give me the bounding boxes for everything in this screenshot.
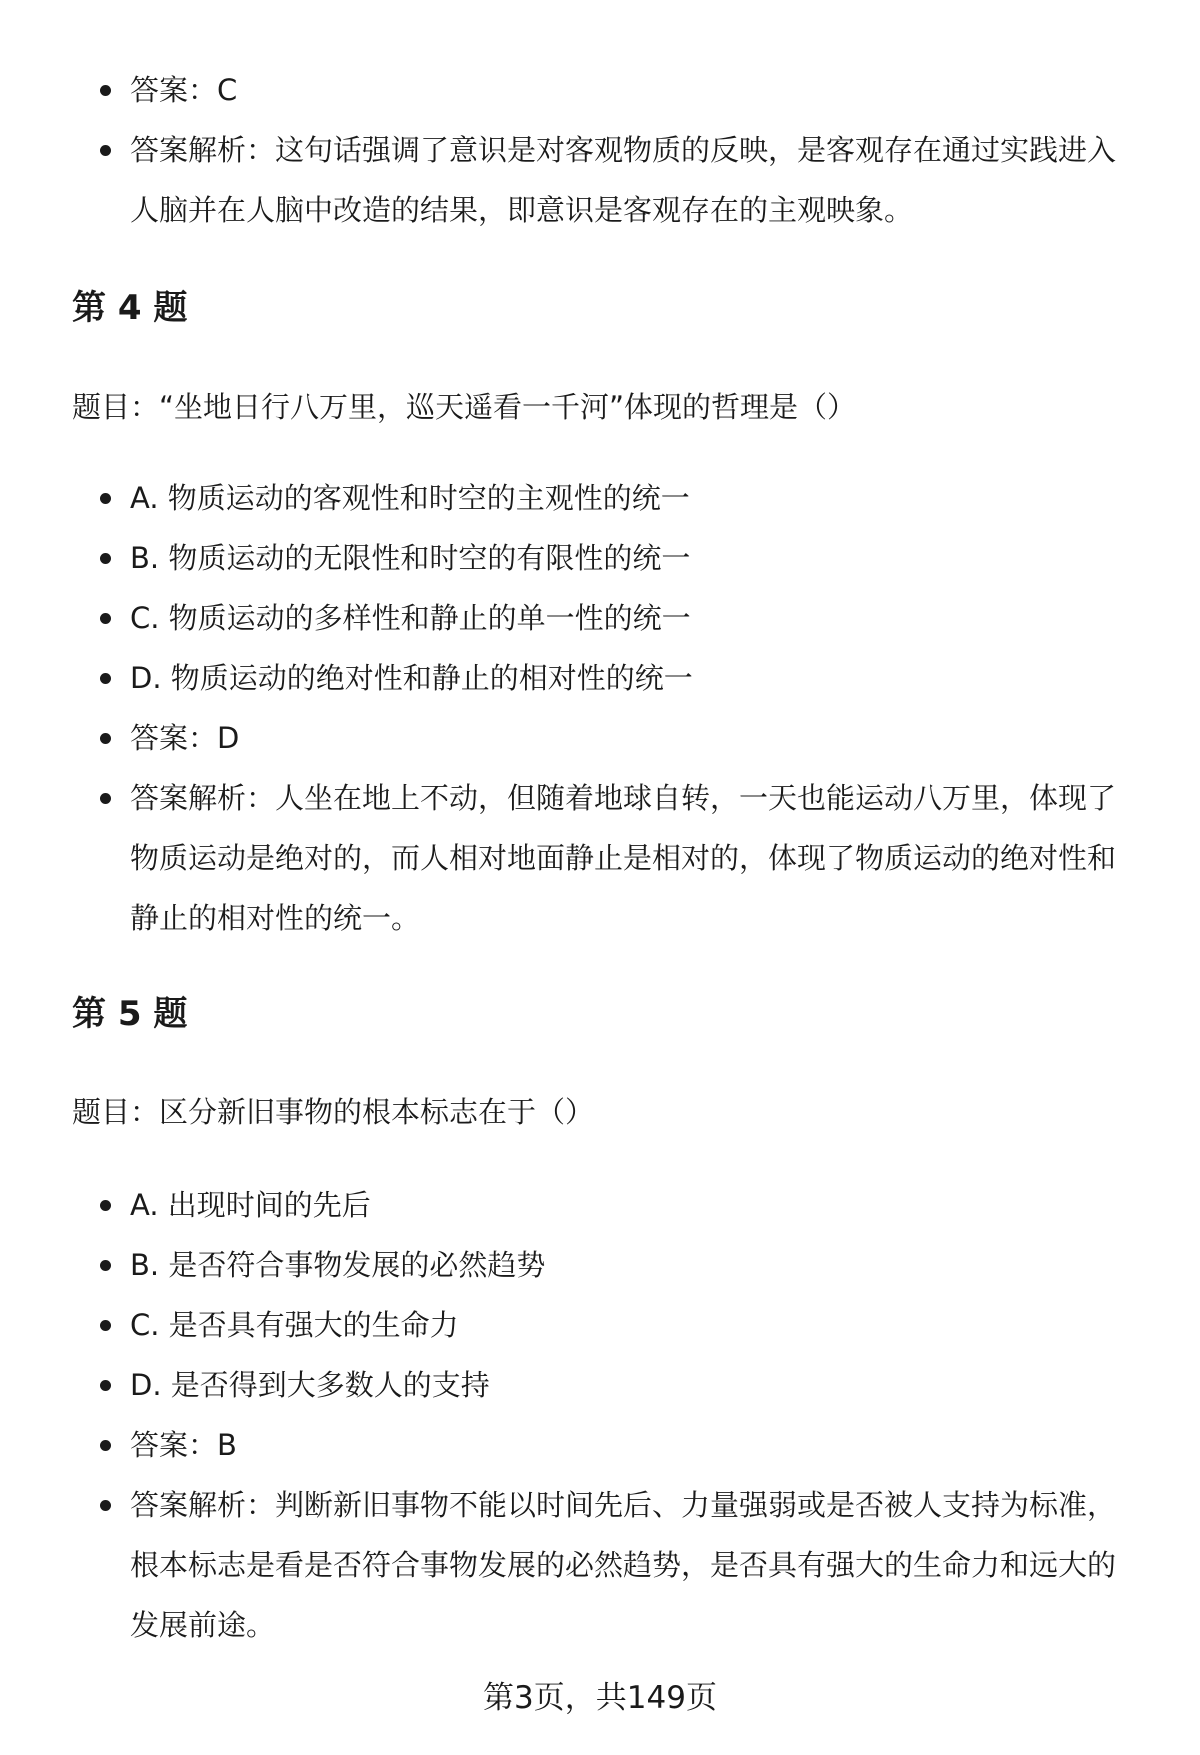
- bullet-icon: [100, 493, 111, 504]
- bullet-icon: [100, 793, 111, 804]
- list-item: [0, 1415, 1200, 1475]
- q3-answer-list: [0, 60, 1200, 240]
- bullet-icon: [100, 1440, 111, 1451]
- list-item: [0, 1475, 1200, 1655]
- bullet-icon: [100, 145, 111, 156]
- bullet-icon: [100, 553, 111, 564]
- option-d: D. 是否得到大多数人的支持: [0, 1355, 1200, 1415]
- option-a: A. 出现时间的先后: [0, 1175, 1200, 1235]
- bullet-icon: [100, 673, 111, 684]
- page-number: 第3页，共149页: [483, 1680, 717, 1716]
- option-c: C. 是否具有强大的生命力: [0, 1295, 1200, 1355]
- option-a: A. 物质运动的客观性和时空的主观性的统一: [0, 468, 1200, 528]
- option-b: B. 物质运动的无限性和时空的有限性的统一: [0, 528, 1200, 588]
- bullet-icon: [100, 1260, 111, 1271]
- question-heading: 第 5 题: [72, 994, 188, 1034]
- option-c: C. 物质运动的多样性和静止的单一性的统一: [0, 588, 1200, 648]
- q5-option-list: [0, 1175, 1200, 1655]
- list-item: [0, 708, 1200, 768]
- question-heading: 第 4 题: [72, 288, 188, 328]
- bullet-icon: [100, 733, 111, 744]
- explanation-text: 答案解析：这句话强调了意识是对客观物质的反映，是客观存在通过实践进入人脑并在人脑中改造的结果，即意识是客观存在的主观映象。: [130, 133, 1117, 227]
- bullet-icon: [100, 1200, 111, 1211]
- list-item: [0, 60, 1200, 120]
- q4-option-list: [0, 468, 1200, 948]
- list-item: [0, 768, 1200, 948]
- explanation-text: 答案解析：人坐在地上不动，但随着地球自转，一天也能运动八万里，体现了物质运动是绝对的，而人相对地面静止是相对的，体现了物质运动的绝对性和静止的相对性的统一。: [130, 781, 1117, 935]
- answer-text: 答案：B: [130, 1428, 237, 1462]
- option-b: B. 是否符合事物发展的必然趋势: [0, 1235, 1200, 1295]
- answer-text: 答案：C: [130, 73, 238, 107]
- answer-text: 答案：D: [130, 721, 240, 755]
- question-text: 题目：“坐地日行八万里，巡天遥看一千河”体现的哲理是（）: [72, 390, 857, 424]
- option-d: D. 物质运动的绝对性和静止的相对性的统一: [0, 648, 1200, 708]
- bullet-icon: [100, 1380, 111, 1391]
- list-item: [0, 120, 1200, 240]
- bullet-icon: [100, 613, 111, 624]
- bullet-icon: [100, 1500, 111, 1511]
- explanation-text: 答案解析：判断新旧事物不能以时间先后、力量强弱或是否被人支持为标准，根本标志是看是否符合事物发展的必然趋势，是否具有强大的生命力和远大的发展前途。: [130, 1488, 1117, 1642]
- bullet-icon: [100, 1320, 111, 1331]
- bullet-icon: [100, 85, 111, 96]
- question-text: 题目：区分新旧事物的根本标志在于（）: [72, 1095, 595, 1129]
